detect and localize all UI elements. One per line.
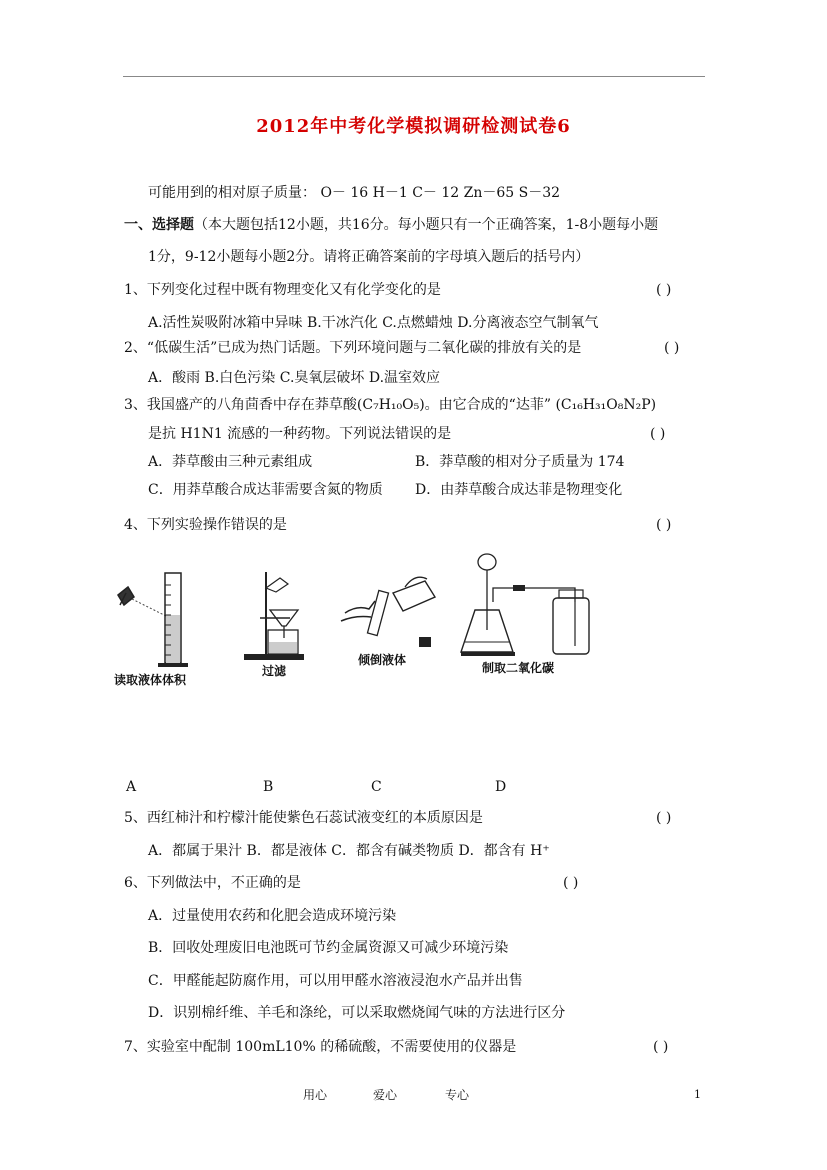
footer-motto-1: 用心 <box>303 1088 328 1102</box>
question-5-stem: 5、西红柿汁和柠檬汁能使紫色石蕊试液变红的本质原因是 <box>124 810 483 826</box>
footer-motto-2: 爱心 <box>373 1088 398 1102</box>
question-6-option-c: C．甲醛能起防腐作用，可以用甲醛水溶液浸泡水产品并出售 <box>148 973 523 989</box>
figure-b-caption: 过滤 <box>262 664 287 678</box>
question-5-options: A．都属于果汁 B．都是液体 C．都含有碱类物质 D．都含有 H⁺ <box>148 843 550 859</box>
header-rule <box>123 76 705 77</box>
question-4-answer-box[interactable]: ( ) <box>656 517 672 533</box>
page-number: 1 <box>694 1088 701 1101</box>
figure-d-caption: 制取二氧化碳 <box>482 661 555 675</box>
question-6-option-d: D．识别棉纤维、羊毛和涤纶，可以采取燃烧闻气味的方法进行区分 <box>148 1005 566 1021</box>
figure-a-caption: 读取液体体积 <box>114 673 187 687</box>
question-2-answer-box[interactable]: ( ) <box>664 340 680 356</box>
section-heading: 一、选择题 <box>124 217 194 233</box>
section-desc-1: （本大题包括12小题，共16分。每小题只有一个正确答案，1-8小题每小题 <box>194 217 659 233</box>
question-2-options: A．酸雨 B.白色污染 C.臭氧层破坏 D.温室效应 <box>148 370 441 386</box>
question-3-option-d: D．由莽草酸合成达菲是物理变化 <box>415 482 623 498</box>
question-6-option-b: B．回收处理废旧电池既可节约金属资源又可减少环境污染 <box>148 940 509 956</box>
figure-c-caption: 倾倒液体 <box>358 653 407 667</box>
question-3-stem-2: 是抗 H1N1 流感的一种药物。下列说法错误的是 <box>148 426 452 442</box>
section-desc-2: 1分，9-12小题每小题2分。请将正确答案前的字母填入题后的括号内） <box>148 249 590 265</box>
section-heading-line <box>124 216 658 234</box>
question-1-stem: 1、下列变化过程中既有物理变化又有化学变化的是 <box>124 282 441 298</box>
eye-icon <box>118 587 134 605</box>
question-3-option-c: C．用莽草酸合成达菲需要含氮的物质 <box>148 482 383 498</box>
figure-c-pouring <box>335 565 445 655</box>
question-6-answer-box[interactable]: ( ) <box>563 875 579 891</box>
question-3-option-b: B．莽草酸的相对分子质量为 174 <box>415 454 625 470</box>
question-3-answer-box[interactable]: ( ) <box>650 426 666 442</box>
question-1-answer-box[interactable]: ( ) <box>656 282 672 298</box>
figure-letter-d: D <box>495 779 507 795</box>
figure-letter-b: B <box>263 779 274 795</box>
question-3-option-a: A．莽草酸由三种元素组成 <box>148 454 313 470</box>
question-7-answer-box[interactable]: ( ) <box>653 1039 669 1055</box>
question-5-answer-box[interactable]: ( ) <box>656 810 672 826</box>
question-1-options: A.活性炭吸附冰箱中异味 B.干冰汽化 C.点燃蜡烛 D.分离液态空气制氧气 <box>148 315 599 331</box>
question-4-stem: 4、下列实验操作错误的是 <box>124 517 287 533</box>
question-6-stem: 6、下列做法中，不正确的是 <box>124 875 301 891</box>
figure-letter-a: A <box>126 779 137 795</box>
question-3-stem: 3、我国盛产的八角茴香中存在莽草酸(C₇H₁₀O₅)。由它合成的“达菲” (C₁₆H₃₁O₈N₂P) <box>124 397 657 413</box>
figure-letter-c: C <box>371 779 382 795</box>
page-title: 2012年中考化学模拟调研检测试卷6 <box>256 116 571 137</box>
figure-b-filtration <box>240 568 310 663</box>
footer-motto-3: 专心 <box>445 1088 470 1102</box>
figure-d-co2-apparatus <box>455 550 595 662</box>
question-7-stem: 7、实验室中配制 100mL10% 的稀硫酸，不需要使用的仪器是 <box>124 1039 517 1055</box>
figure-a-graduated-cylinder <box>110 565 200 675</box>
question-2-stem: 2、“低碳生活”已成为热门话题。下列环境问题与二氧化碳的排放有关的是 <box>124 340 582 356</box>
atomic-mass-line: 可能用到的相对原子质量： O－ 16 H－1 C－ 12 Zn－65 S－32 <box>148 185 561 201</box>
question-6-option-a: A．过量使用农药和化肥会造成环境污染 <box>148 908 397 924</box>
